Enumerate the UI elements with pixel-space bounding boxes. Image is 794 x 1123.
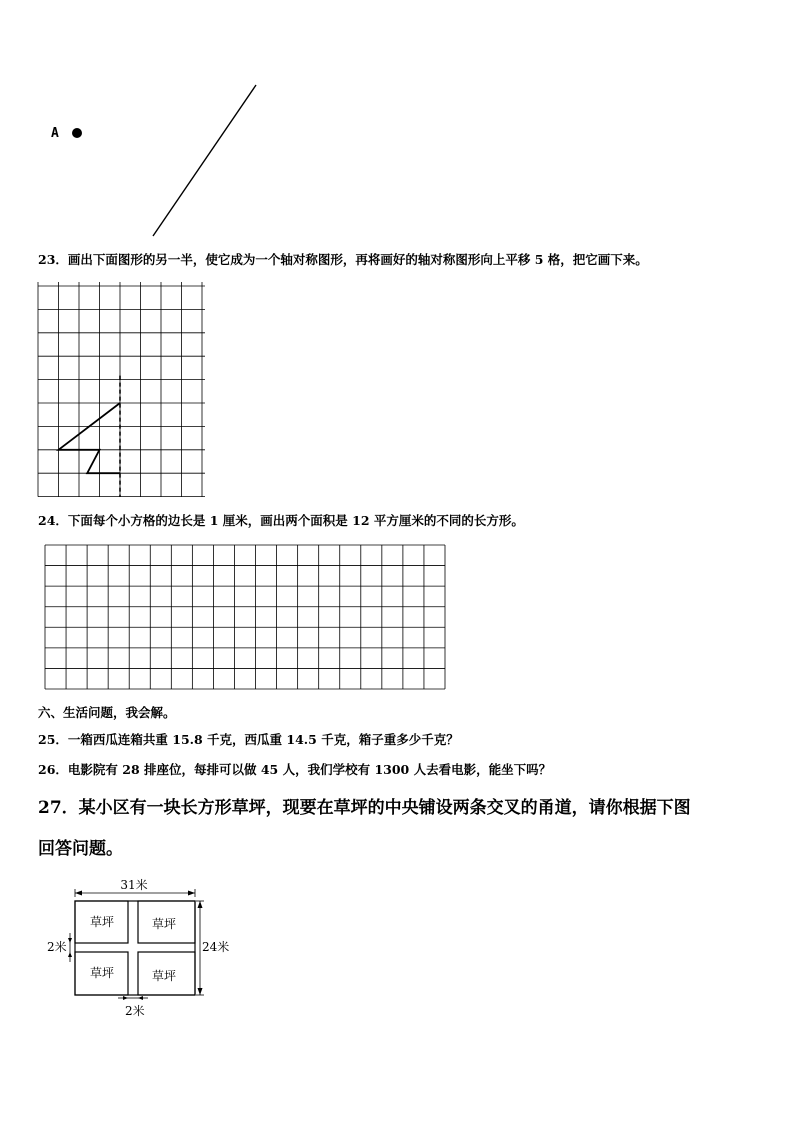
height-label: 24米: [202, 940, 230, 954]
width-label: 31米: [120, 878, 148, 892]
question-27-line-1: 27．某小区有一块长方形草坪，现要在草坪的中央铺设两条交叉的甬道，请你根据下图: [38, 798, 691, 818]
question-27-line-2: 回答问题。: [38, 839, 123, 859]
lawn-cell-label: 草坪: [152, 917, 177, 931]
lawn-cell-label: 草坪: [90, 966, 115, 980]
question-26-text: 26．电影院有 28 排座位，每排可以做 45 人，我们学校有 1300 人去看电影，能坐下吗？: [38, 762, 552, 777]
lawn-cell-label: 草坪: [90, 915, 115, 929]
question-23-text: 23．画出下面图形的另一半，使它成为一个轴对称图形，再将画好的轴对称图形向上平移 5 格，把它画下来。: [38, 252, 648, 267]
point-a-label: A: [51, 126, 59, 141]
path-v-label: 2米: [125, 1004, 145, 1018]
section-6-heading: 六、生活问题，我会解。: [38, 705, 176, 720]
question-25-text: 25．一箱西瓜连箱共重 15.8 千克，西瓜重 14.5 千克，箱子重多少千克？: [38, 732, 459, 747]
lawn-cell-label: 草坪: [152, 969, 177, 983]
path-h-label: 2米: [47, 940, 67, 954]
question-24-text: 24．下面每个小方格的边长是 1 厘米，画出两个面积是 12 平方厘米的不同的长方形。: [38, 513, 524, 528]
